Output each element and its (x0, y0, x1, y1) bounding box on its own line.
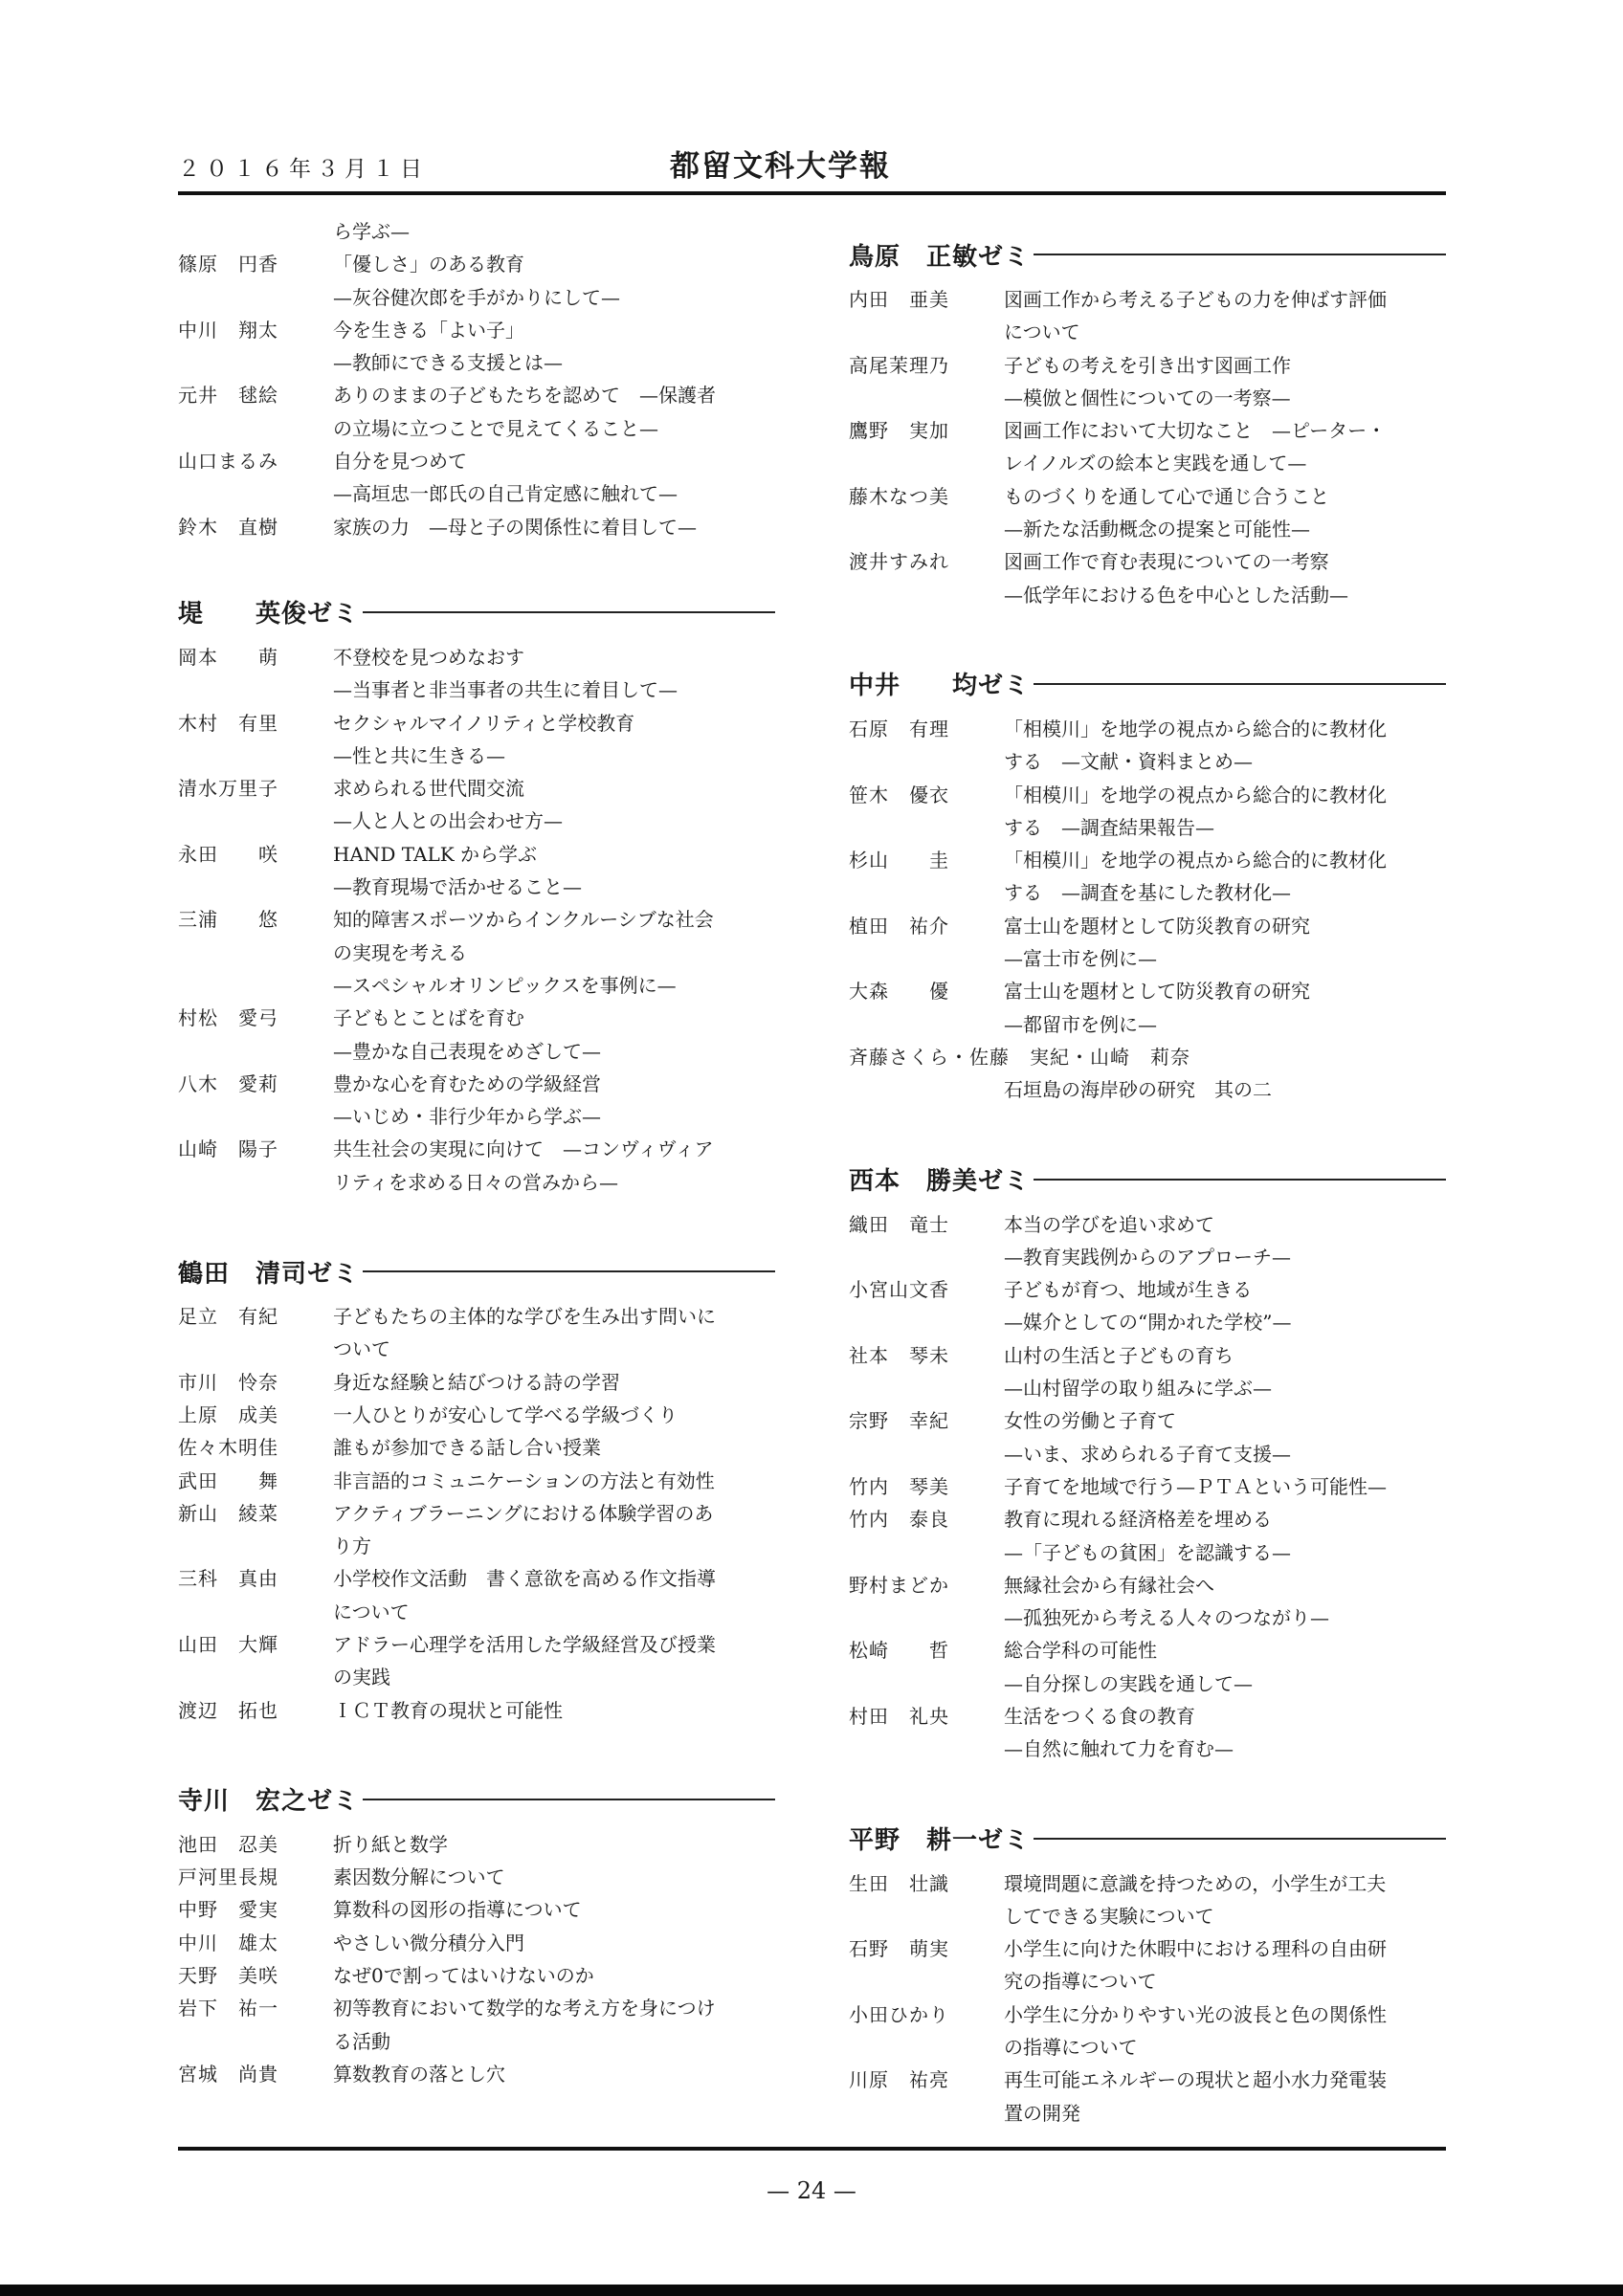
footer-rule (178, 2147, 1446, 2151)
thesis-title-line: の実践 (333, 1666, 390, 1689)
thesis-title-line: 子どもたちの主体的な学びを生み出す問いに (333, 1305, 716, 1329)
seminar-name: 西本 勝美ゼミ (849, 1167, 1031, 1197)
heading-rule (363, 1270, 775, 1272)
student-name: 笹木 優衣 (849, 783, 949, 806)
heading-rule (1034, 1838, 1446, 1840)
thesis-title-line: 置の開発 (1004, 2101, 1080, 2125)
thesis-title-line: ついて (333, 1337, 390, 1361)
seminar-heading (178, 1782, 775, 1817)
thesis-entry (178, 1465, 775, 1497)
thesis-entry (849, 349, 1446, 415)
thesis-entry (178, 1002, 775, 1068)
thesis-title-line: 不登校を見つめなおす (333, 645, 524, 669)
thesis-title (333, 1431, 775, 1464)
thesis-title-line: HAND TALK から学ぶ (333, 842, 538, 866)
thesis-title-line: 一人ひとりが安心して学べる学級づくり (333, 1402, 678, 1426)
seminar-name: 鳥原 正敏ゼミ (849, 242, 1031, 272)
thesis-title (1004, 1273, 1446, 1339)
thesis-entry (849, 1503, 1446, 1569)
thesis-entry (849, 1700, 1446, 1766)
thesis-title-line: —自分探しの実践を通して— (1004, 1671, 1253, 1695)
thesis-entry (178, 1694, 775, 1727)
seminar-section (178, 595, 775, 1199)
thesis-title-line: リティを求める日々の営みから— (333, 1170, 618, 1194)
thesis-title (333, 1068, 775, 1134)
thesis-title-line: 総合学科の可能性 (1004, 1639, 1157, 1663)
student-name: 藤木なつ美 (849, 484, 949, 508)
student-name: 山田 大輝 (178, 1632, 278, 1656)
continued-seminar-section (178, 215, 775, 543)
thesis-title (1004, 1470, 1446, 1503)
thesis-title (333, 1497, 775, 1563)
seminar-section (849, 237, 1446, 611)
thesis-title (1004, 349, 1446, 415)
thesis-title-line: アクティブラーニングにおける体験学習のあ (333, 1501, 714, 1525)
left-column (178, 215, 775, 2146)
heading-rule (1034, 683, 1446, 685)
thesis-title-line: 図画工作から考える子どもの力を伸ばす評価 (1004, 288, 1387, 311)
thesis-title-line: 子どもとことばを育む (333, 1006, 524, 1030)
student-name: 上原 成美 (178, 1402, 278, 1426)
student-name: 池田 忍美 (178, 1832, 278, 1856)
student-name: 八木 愛莉 (178, 1071, 278, 1095)
thesis-title-line: —模倣と個性についての一考察— (1004, 386, 1291, 409)
student-name: 石野 萌実 (849, 1937, 949, 1961)
thesis-title (1004, 1339, 1446, 1405)
thesis-title-line: 身近な経験と結びつける詩の学習 (333, 1370, 620, 1394)
thesis-title (1004, 910, 1446, 976)
student-name: 足立 有紀 (178, 1305, 278, 1329)
thesis-title (1004, 713, 1446, 779)
seminar-heading (849, 1821, 1446, 1856)
student-name: 三科 真由 (178, 1567, 278, 1591)
thesis-title (333, 1861, 775, 1893)
seminar-name: 寺川 宏之ゼミ (178, 1787, 360, 1817)
thesis-title-line: 家族の力 —母と子の関係性に着目して— (333, 515, 697, 539)
thesis-entry (849, 2064, 1446, 2130)
student-name: 山口まるみ (178, 450, 278, 474)
thesis-title-line: ものづくりを通して心で通じ合うこと (1004, 484, 1329, 508)
thesis-title (333, 1694, 775, 1727)
thesis-title-line: —豊かな自己表現をめざして— (333, 1039, 601, 1063)
thesis-title-line: —孤独死から考える人々のつながり— (1004, 1606, 1329, 1630)
thesis-title (333, 1828, 775, 1861)
student-name: 生田 壮識 (849, 1871, 949, 1895)
thesis-entry (178, 511, 775, 543)
student-name: 中川 雄太 (178, 1931, 278, 1954)
student-name: 高尾茉理乃 (849, 353, 949, 377)
thesis-title-line: —富士市を例に— (1004, 947, 1157, 971)
student-name: 松崎 哲 (849, 1639, 949, 1663)
thesis-title (333, 1300, 775, 1366)
thesis-title-line: なぜ0で割ってはいけないのか (333, 1964, 594, 1988)
thesis-title (333, 215, 775, 248)
thesis-entry (178, 2058, 775, 2090)
thesis-title-line: 非言語的コミュニケーションの方法と有効性 (333, 1468, 715, 1492)
thesis-title-line: —都留市を例に— (1004, 1012, 1157, 1036)
seminar-heading (178, 1254, 775, 1289)
seminar-section (849, 1821, 1446, 2130)
student-name: 中野 愛実 (178, 1898, 278, 1922)
thesis-title-line: —「子どもの貧困」を認識する— (1004, 1540, 1291, 1564)
student-name: 中川 翔太 (178, 318, 278, 342)
thesis-entry (849, 480, 1446, 546)
thesis-title-line: —自然に触れて力を育む— (1004, 1737, 1234, 1761)
student-name: 小田ひかり (849, 2002, 949, 2026)
student-name: 渡井すみれ (849, 550, 949, 574)
student-name: 岩下 祐一 (178, 1997, 278, 2020)
thesis-title (1004, 1404, 1446, 1470)
heading-rule (363, 611, 775, 613)
student-name: 宮城 尚貴 (178, 2062, 278, 2086)
thesis-title (1004, 480, 1446, 546)
thesis-entry (849, 910, 1446, 976)
thesis-title-line: してできる実験について (1004, 1904, 1214, 1928)
thesis-title-line: ら学ぶ— (333, 220, 410, 243)
thesis-title-line: 図画工作で育む表現についての一考察 (1004, 550, 1329, 574)
student-name: 石原 有理 (849, 717, 949, 740)
thesis-title-line: の立場に立つことで見えてくること— (333, 416, 658, 440)
thesis-entry (178, 1628, 775, 1694)
heading-rule (363, 1799, 775, 1800)
thesis-title-line: 富士山を題材として防災教育の研究 (1004, 914, 1310, 938)
student-name: 杉山 圭 (849, 849, 949, 872)
thesis-title (333, 1959, 775, 1992)
seminar-heading (849, 237, 1446, 272)
thesis-title-line: 究の指導について (1004, 1970, 1157, 1994)
seminar-name: 平野 耕一ゼミ (849, 1826, 1031, 1856)
thesis-entry (849, 1208, 1446, 1274)
thesis-entry (849, 713, 1446, 779)
thesis-entry (849, 779, 1446, 845)
thesis-entry (178, 1927, 775, 1959)
thesis-title-line: について (1004, 320, 1080, 344)
thesis-title-line: 富士山を題材として防災教育の研究 (1004, 980, 1310, 1004)
thesis-title (333, 838, 775, 904)
thesis-title-line: 無縁社会から有縁社会へ (1004, 1573, 1214, 1597)
thesis-title-line: やさしい微分積分入門 (333, 1931, 524, 1954)
thesis-title-line: 求められる世代間交流 (333, 777, 524, 801)
student-name: 織田 竜士 (849, 1212, 949, 1236)
thesis-title (1004, 975, 1446, 1041)
thesis-title-line: 環境問題に意識を持つための，小学生が工夫 (1004, 1871, 1387, 1895)
thesis-entry (178, 641, 775, 707)
thesis-title-line: 「相模川」を地学の視点から総合的に教材化 (1004, 717, 1387, 740)
thesis-title-line: 算数教育の落とし穴 (333, 2062, 505, 2086)
thesis-title-line: する —調査を基にした教材化— (1004, 881, 1291, 905)
thesis-title (333, 772, 775, 838)
thesis-title-line: 知的障害スポーツからインクルーシブな社会 (333, 908, 714, 932)
thesis-entry (178, 707, 775, 773)
page-number: — 24 — (767, 2177, 856, 2204)
thesis-title-line: セクシャルマイノリティと学校教育 (333, 711, 635, 735)
seminar-section (178, 1254, 775, 1727)
thesis-title-line: 「相模川」を地学の視点から総合的に教材化 (1004, 783, 1387, 806)
thesis-title-line: の実現を考える (333, 940, 467, 964)
thesis-title-line: —教師にできる支援とは— (333, 351, 563, 375)
thesis-title-line: —灰谷健次郎を手がかりにして— (333, 285, 620, 309)
student-name: 大森 優 (849, 980, 949, 1004)
thesis-title (1004, 283, 1446, 349)
scan-edge (0, 2285, 1623, 2296)
thesis-title (1004, 1700, 1446, 1766)
thesis-entry (849, 1339, 1446, 1405)
thesis-title-line: する —調査結果報告— (1004, 815, 1214, 839)
thesis-title-line: レイノルズの絵本と実践を通して— (1004, 452, 1307, 475)
right-column (849, 237, 1446, 2185)
seminar-name: 鶴田 清司ゼミ (178, 1259, 360, 1289)
thesis-title-line: 今を生きる「よい子」 (333, 318, 524, 342)
thesis-title-line: —いじめ・非行少年から学ぶ— (333, 1105, 601, 1129)
thesis-entry (178, 1893, 775, 1926)
student-name: 岡本 萌 (178, 645, 278, 669)
thesis-title-line: り方 (333, 1534, 371, 1558)
seminar-section (178, 1782, 775, 2090)
group-student-names: 斉藤さくら・佐藤 実紀・山崎 莉奈 (849, 1045, 1190, 1069)
thesis-title-line: 小学生に分かりやすい光の波長と色の関係性 (1004, 2002, 1387, 2026)
thesis-title-line: —山村留学の取り組みに学ぶ— (1004, 1377, 1272, 1401)
seminar-name: 堤 英俊ゼミ (178, 600, 360, 629)
student-name: 宗野 幸紀 (849, 1409, 949, 1433)
thesis-title (333, 1927, 775, 1959)
thesis-title (333, 1893, 775, 1926)
thesis-title-line: 子どもが育つ、地域が生きる (1004, 1278, 1253, 1302)
thesis-title-line: 再生可能エネルギーの現状と超小水力発電装 (1004, 2068, 1387, 2092)
student-name: 清水万里子 (178, 777, 278, 801)
thesis-title-line: —新たな活動概念の提案と可能性— (1004, 518, 1310, 541)
seminar-section (849, 1162, 1446, 1766)
student-name: 三浦 悠 (178, 908, 278, 932)
thesis-entry (849, 1569, 1446, 1635)
thesis-title-line: アドラー心理学を活用した学級経営及び授業 (333, 1632, 716, 1656)
thesis-title-line: —性と共に生きる— (333, 743, 505, 767)
thesis-entry (178, 1300, 775, 1366)
thesis-entry (178, 1828, 775, 1861)
student-name: 市川 怜奈 (178, 1370, 278, 1394)
thesis-title (333, 1628, 775, 1694)
thesis-title (1004, 1932, 1446, 1998)
thesis-title-line: する —文献・資料まとめ— (1004, 750, 1253, 774)
thesis-title (333, 445, 775, 511)
thesis-title-line: 素因数分解について (333, 1866, 505, 1889)
seminar-heading (178, 595, 775, 629)
thesis-entry (178, 1399, 775, 1431)
thesis-title-line: 小学生に向けた休暇中における理科の自由研 (1004, 1937, 1387, 1961)
thesis-title-line: —低学年における色を中心とした活動— (1004, 583, 1348, 607)
thesis-entry (849, 1998, 1446, 2064)
thesis-title-line: 図画工作において大切なこと —ピーター・ (1004, 419, 1387, 443)
thesis-entry (178, 1366, 775, 1399)
student-name: 山崎 陽子 (178, 1137, 278, 1161)
thesis-title-line: —人と人との出会わせ方— (333, 809, 563, 833)
thesis-title (333, 1399, 775, 1431)
student-name: 戸河里長規 (178, 1866, 278, 1889)
thesis-entry (178, 1562, 775, 1628)
thesis-entry (178, 1133, 775, 1199)
thesis-title-line: 小学校作文活動 書く意欲を高める作文指導 (333, 1567, 716, 1591)
student-name: 永田 咲 (178, 842, 278, 866)
thesis-title-line: 折り紙と数学 (333, 1832, 448, 1856)
thesis-title (333, 1366, 775, 1399)
thesis-entry (849, 844, 1446, 910)
thesis-title-line: —教育現場で活かせること— (333, 875, 582, 899)
student-name: 内田 亜美 (849, 288, 949, 311)
thesis-title-line: 女性の労働と子育て (1004, 1409, 1176, 1433)
student-name: 木村 有里 (178, 711, 278, 735)
student-name: 川原 祐亮 (849, 2068, 949, 2092)
thesis-title-line: 本当の学びを追い求めて (1004, 1212, 1214, 1236)
student-name: 鈴木 直樹 (178, 515, 278, 539)
thesis-title (1004, 1208, 1446, 1274)
heading-rule (1034, 1179, 1446, 1181)
student-name: 天野 美咲 (178, 1964, 278, 1988)
seminar-heading (849, 667, 1446, 701)
thesis-title-line: 「優しさ」のある教育 (333, 253, 524, 276)
thesis-entry (178, 1992, 775, 2058)
student-name: 鷹野 実加 (849, 419, 949, 443)
thesis-title-line: —当事者と非当事者の共生に着目して— (333, 678, 678, 702)
thesis-title-line: —媒介としての“開かれた学校”— (1004, 1311, 1292, 1335)
student-name: 佐々木明佳 (178, 1436, 278, 1460)
thesis-entry (849, 1404, 1446, 1470)
group-entry-title-row (849, 1073, 1446, 1106)
student-name: 竹内 泰良 (849, 1508, 949, 1532)
thesis-title (333, 1002, 775, 1068)
heading-rule (1034, 254, 1446, 255)
student-name: 村田 礼央 (849, 1704, 949, 1728)
thesis-title (1004, 414, 1446, 480)
thesis-title (1004, 1503, 1446, 1569)
thesis-title (1004, 779, 1446, 845)
thesis-title-line: の指導について (1004, 2036, 1138, 2060)
student-name: 小宮山文香 (849, 1278, 949, 1302)
thesis-title-line: ありのままの子どもたちを認めて —保護者 (333, 384, 716, 408)
thesis-title-line: 算数科の図形の指導について (333, 1898, 582, 1922)
thesis-entry (178, 1431, 775, 1464)
thesis-entry (178, 248, 775, 314)
thesis-title-line: —いま、求められる子育て支援— (1004, 1442, 1291, 1466)
thesis-title (333, 641, 775, 707)
thesis-entry (178, 903, 775, 1002)
seminar-heading (849, 1162, 1446, 1197)
thesis-title (333, 2058, 775, 2090)
thesis-title (849, 1073, 1446, 1106)
student-name: 社本 琴未 (849, 1343, 949, 1367)
thesis-title (1004, 545, 1446, 611)
thesis-title (1004, 1867, 1446, 1933)
thesis-title (1004, 1998, 1446, 2064)
thesis-title (333, 1562, 775, 1628)
thesis-title (333, 1992, 775, 2058)
thesis-entry (178, 379, 775, 445)
thesis-title-line: 豊かな心を育むための学級経営 (333, 1071, 601, 1095)
seminar-section (849, 667, 1446, 1107)
thesis-title (1004, 1569, 1446, 1635)
thesis-entry (178, 215, 775, 248)
thesis-entry (849, 1634, 1446, 1700)
thesis-title-line: —教育実践例からのアプローチ— (1004, 1245, 1291, 1269)
thesis-title-line: 山村の生活と子どもの育ち (1004, 1343, 1234, 1367)
thesis-title-line: 子育てを地域で行う—ＰＴＡという可能性— (1004, 1474, 1387, 1498)
thesis-title-line: 初等教育において数学的な考え方を身につけ (333, 1997, 716, 2020)
thesis-entry (178, 1861, 775, 1893)
thesis-entry (849, 1273, 1446, 1339)
thesis-title (333, 903, 775, 1002)
thesis-entry (849, 1932, 1446, 1998)
thesis-entry (178, 314, 775, 380)
thesis-entry (178, 1068, 775, 1134)
thesis-title-line: について (333, 1600, 410, 1623)
thesis-entry (849, 975, 1446, 1041)
student-name: 篠原 円香 (178, 253, 278, 276)
thesis-entry (178, 1959, 775, 1992)
student-name (178, 215, 333, 248)
student-name: 新山 綾菜 (178, 1501, 278, 1525)
header-rule (178, 191, 1446, 195)
thesis-title (1004, 2064, 1446, 2130)
thesis-title-line: 自分を見つめて (333, 450, 467, 474)
thesis-title-line: —高垣忠一郎氏の自己肯定感に触れて— (333, 482, 678, 506)
student-name: 渡辺 拓也 (178, 1698, 278, 1722)
student-name: 村松 愛弓 (178, 1006, 278, 1030)
thesis-entry (178, 445, 775, 511)
thesis-title (333, 1465, 775, 1497)
thesis-title (333, 511, 775, 543)
thesis-title-line: 石垣島の海岸砂の研究 其の二 (1004, 1078, 1272, 1102)
thesis-title (333, 707, 775, 773)
thesis-title-line: 教育に現れる経済格差を埋める (1004, 1508, 1272, 1532)
thesis-title-line: 共生社会の実現に向けて —コンヴィヴィア (333, 1137, 714, 1161)
issue-date: ２０１６年３月１日 (178, 157, 428, 182)
student-name: 植田 祐介 (849, 914, 949, 938)
thesis-title (333, 314, 775, 380)
student-name: 竹内 琴美 (849, 1474, 949, 1498)
seminar-name: 中井 均ゼミ (849, 672, 1031, 701)
thesis-title (1004, 844, 1446, 910)
student-name: 武田 舞 (178, 1468, 278, 1492)
student-name: 元井 毬絵 (178, 384, 278, 408)
thesis-title-line: ＩＣＴ教育の現状と可能性 (333, 1698, 563, 1722)
thesis-title-line: 誰もが参加できる話し合い授業 (333, 1436, 601, 1460)
thesis-entry (178, 1497, 775, 1563)
thesis-title (333, 248, 775, 314)
thesis-entry (849, 1867, 1446, 1933)
thesis-entry (178, 772, 775, 838)
thesis-entry (849, 414, 1446, 480)
student-name: 野村まどか (849, 1573, 949, 1597)
thesis-title-line: 生活をつくる食の教育 (1004, 1704, 1195, 1728)
group-entry (849, 1041, 1446, 1073)
thesis-entry (849, 1470, 1446, 1503)
thesis-title-line: 子どもの考えを引き出す図画工作 (1004, 353, 1291, 377)
thesis-entry (178, 838, 775, 904)
thesis-title (333, 379, 775, 445)
newsletter-title: 都留文科大学報 (670, 149, 891, 184)
thesis-title-line: 「相模川」を地学の視点から総合的に教材化 (1004, 849, 1387, 872)
thesis-title-line: る活動 (333, 2029, 390, 2053)
thesis-entry (849, 545, 1446, 611)
thesis-title (1004, 1634, 1446, 1700)
thesis-title (333, 1133, 775, 1199)
thesis-entry (849, 283, 1446, 349)
thesis-title-line: —スペシャルオリンピックスを事例に— (333, 973, 677, 997)
